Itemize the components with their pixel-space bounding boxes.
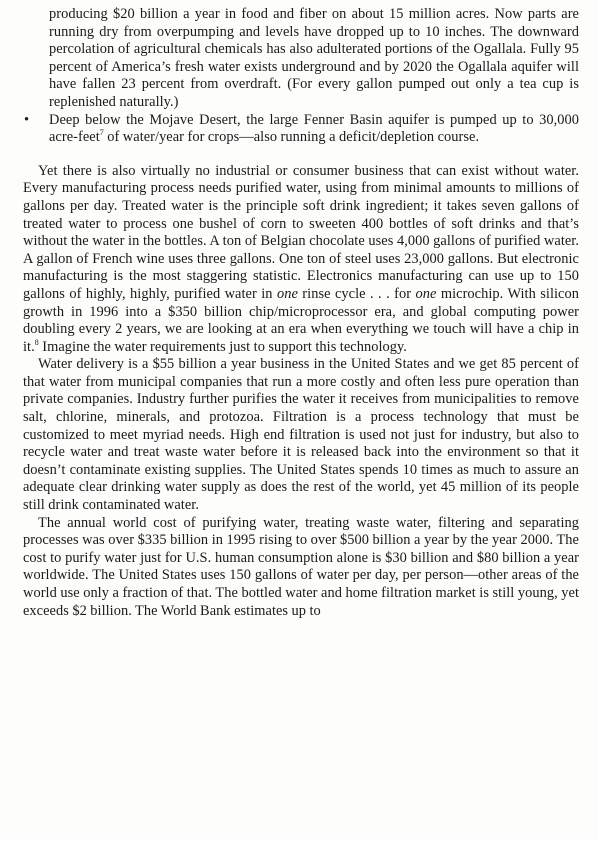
- p1-text-a: Yet there is also virtually no industrial or consumer business that can exist without water. Every manufacturing process needs purified water, using from minimal amounts to millions of gallons per day. Treated water is the principle soft drink ingredient; it takes seven gallons of treated water to process one bushel of corn to sweeten 400 bottles of soft drinks and that’s without the water in the bottles. A ton of Belgian chocolate uses 4,000 gallons of purified water. A gallon of French wine uses three gallons. One ton of steel uses 23,000 gallons. But electronic manufacturing is the most staggering statistic. Electronics manufacturing can use up to 150 gallons of highly, highly, purified water in: [23, 162, 579, 302]
- p1-text-b: rinse cycle . . . for: [297, 285, 416, 302]
- p1-text-d: Imagine the water requirements just to support this technology.: [38, 338, 407, 355]
- footnote-ref-7: 7: [99, 128, 104, 138]
- paragraph-gap: [49, 147, 579, 163]
- p3-text: The annual world cost of purifying water, treating waste water, filtering and separating processes was over $335 billion in 1995 rising to over $500 billion a year by the year 2000. The cost to purify water just for U.S. human consumption alone is $30 billion and $80 billion a year worldwide. The United States uses 150 gallons of water per day, per person—other areas of the world use only a fraction of that. The bottled water and home filtration market is still young, yet exceeds $2 billion. The World Bank estimates up to: [23, 514, 579, 619]
- footnote-ref-8: 8: [34, 337, 39, 347]
- bullet-marker: •: [24, 111, 30, 128]
- bullet-text-end: of water/year for crops—also running a deficit/depletion course.: [103, 129, 480, 146]
- p1-em-one-b: one: [415, 285, 437, 302]
- continuation-text: producing $20 billion a year in food and fiber on about 15 million acres. Now parts are running dry from overpumping and levels have dropped up to 10 inches. The downward percolation of agricultural chemicals has also adulterated portions of the Ogallala. Fully 95 percent of America’s fresh water exists underground and by 2020 the Ogallala aquifer will have fallen 23 percent from overdraft. (For every gallon pumped out only a tea cup is replenished naturally.): [49, 6, 579, 110]
- paragraph-purification-cost: [23, 515, 579, 621]
- paragraph-water-delivery: [23, 356, 579, 514]
- bullet-item-fenner-basin: [24, 111, 579, 147]
- p1-em-one-a: one: [276, 285, 298, 302]
- p2-text: Water delivery is a $55 billion a year business in the United States and we get 85 percent of that water from municipal companies that run a more costly and often less pure operation than private companies. Industry further purifies the water it receives from municipalities to remove salt, chlorine, minerals, and protozoa. Filtration is a process technology that must be customized to meet myriad needs. High end filtration is used not just for industry, but also to recycle water and treat waste water before it is released back into the environment so that it doesn’t contaminate existing supplies. The United States spends 10 times as much to assure an adequate clear drinking water supply as does the rest of the world, yet 45 million of its people still drink contaminated water.: [23, 356, 579, 514]
- continuation-paragraph: [49, 6, 579, 112]
- body-text: [23, 6, 579, 620]
- p1-text-c: microchip. With silicon growth in 1996 into a $350 billion chip/microprocessor era, and global computing power doubling every 2 years, we are looking at an era when everything we touch will have a chip in it.: [23, 285, 579, 355]
- paragraph-industrial-water: [23, 163, 579, 357]
- bullet-text-start: Deep below the Mojave Desert, the large Fenner Basin aquifer is pumped up to 30,000 acre-feet: [49, 111, 579, 146]
